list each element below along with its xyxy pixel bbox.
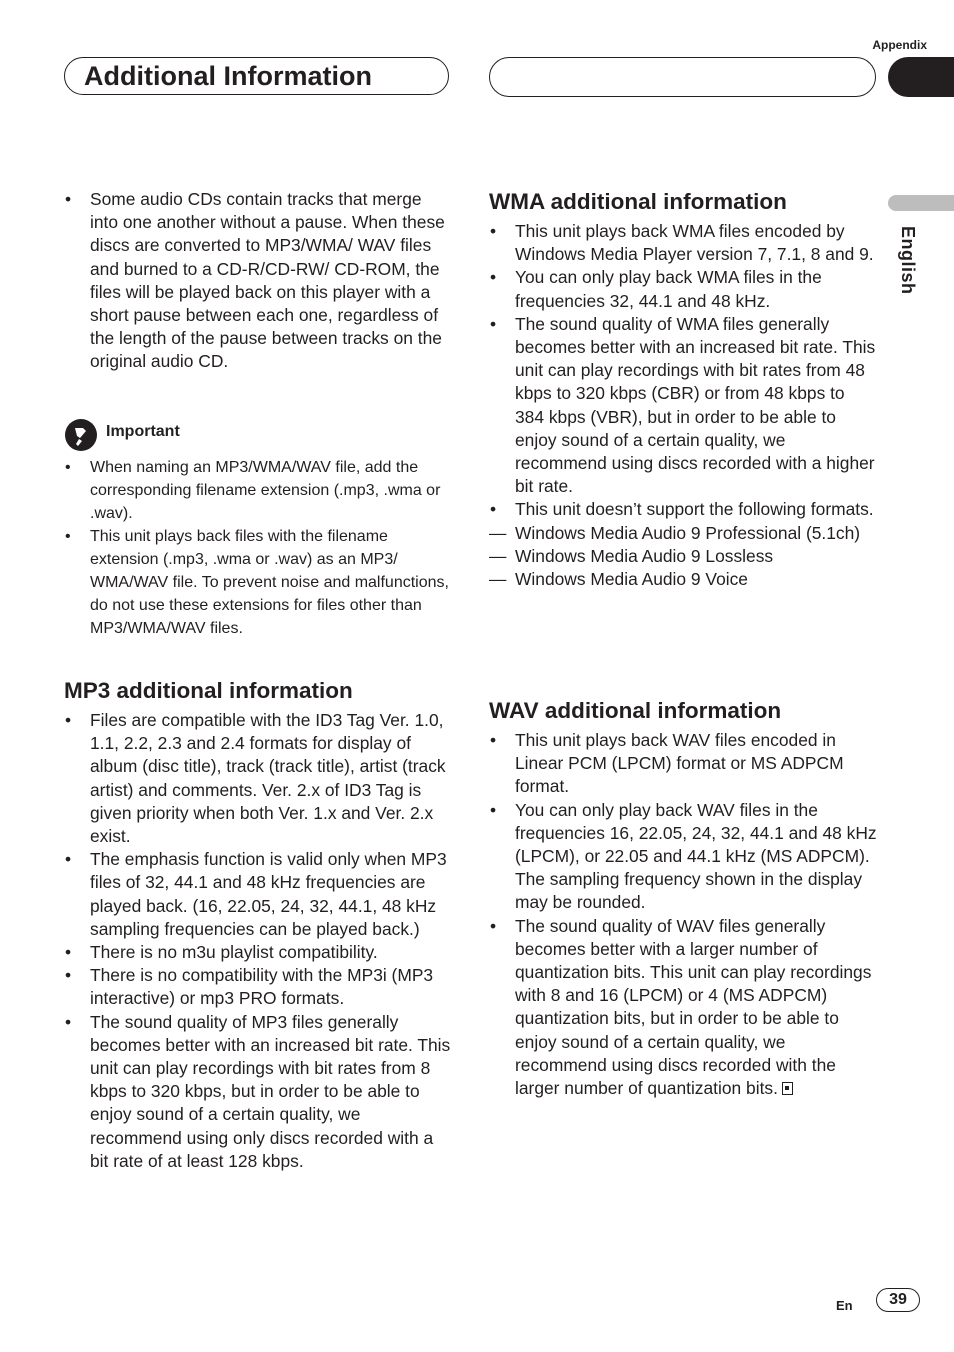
- list-item-text: The sound quality of WAV files generally becomes better with a larger number of quantization bits. This unit can play recordings with 8 and 16 (LPCM) or 4 (MS ADPCM) quantization bits, but in order to be able to enjoy sound of a certain quality, we recommend using discs recorded with the larger number of quantization bits.: [515, 915, 872, 1099]
- list-item: • Files are compatible with the ID3 Tag Ver. 1.0, 1.1, 2.2, 2.3 and 2.4 formats for display of album (disc title), track (track title), artist (track artist) and comments. Ver. 2.x of ID3 Tag is given priority when both Ver. 1.x and Ver. 2.x exist.: [64, 709, 454, 848]
- dash-marker: —: [489, 545, 507, 566]
- wav-section: [489, 697, 877, 1100]
- format-item: [489, 522, 877, 545]
- intro-list: [64, 188, 454, 374]
- footer-language: En: [836, 1298, 853, 1313]
- list-item: • The sound quality of MP3 files generally becomes better with an increased bit rate. This unit can play recordings with bit rates from 8 kbps to 320 kbps, but in order to be able to enjoy sound of a certain quality, we recommend using only discs recorded with a bit rate of at least 128 kbps.: [64, 1011, 454, 1173]
- page-number: 39: [889, 1291, 907, 1308]
- list-item: • This unit plays back files with the filename extension (.mp3, .wma or .wav) as an MP3/ WMA/WAV file. To prevent noise and malfunctions, do not use these extensions for files other than MP3/WMA/WAV files.: [64, 525, 454, 640]
- wma-list: [489, 220, 877, 522]
- end-mark-icon: [782, 1082, 793, 1095]
- list-item: • There is no compatibility with the MP3i (MP3 interactive) or mp3 PRO formats.: [64, 964, 454, 1010]
- header-frame: [489, 57, 876, 97]
- wma-heading: WMA additional information: [489, 189, 787, 214]
- format-name: Windows Media Audio 9 Professional (5.1ch): [515, 522, 861, 543]
- important-list: [64, 456, 454, 640]
- list-item: • Some audio CDs contain tracks that merge into one another without a pause. When these discs are converted to MP3/WMA/ WAV files and burned to a CD-R/CD-RW/ CD-ROM, the files will be played back on this player with a short pause between each one, regardless of the length of the pause between tracks on the original audio CD.: [64, 188, 454, 374]
- list-item: • The sound quality of WMA files generally becomes better with an increased bit rate. This unit can play recordings with bit rates from 48 kbps to 320 kbps (CBR) or from 48 kbps to 384 kbps (VBR), but in order to be able to enjoy sound of a certain quality, we recommend using discs recorded with a higher bit rate.: [489, 313, 877, 499]
- list-item: • This unit plays back WMA files encoded by Windows Media Player version 7, 7.1, 8 and 9.: [489, 220, 877, 266]
- format-item: [489, 545, 877, 568]
- wma-section: [489, 188, 877, 591]
- page-title: Additional Information: [84, 61, 372, 91]
- format-name: Windows Media Audio 9 Lossless: [515, 545, 774, 566]
- list-item: [489, 915, 877, 1101]
- mp3-section: [64, 677, 454, 1173]
- list-item: • This unit doesn’t support the following formats.: [489, 498, 877, 521]
- list-item: • You can only play back WMA files in the frequencies 32, 44.1 and 48 kHz.: [489, 266, 877, 312]
- dash-marker: —: [489, 569, 507, 590]
- section-tab: [888, 57, 954, 97]
- left-column: [64, 188, 454, 374]
- wav-list: [489, 729, 877, 1100]
- format-name: Windows Media Audio 9 Voice: [515, 569, 748, 590]
- mp3-list: [64, 709, 454, 1173]
- mp3-heading: MP3 additional information: [64, 678, 353, 703]
- wav-heading: WAV additional information: [489, 698, 782, 723]
- language-label: English: [898, 226, 918, 295]
- section-label: Appendix: [872, 38, 927, 52]
- list-item: • This unit plays back WAV files encoded in Linear PCM (LPCM) format or MS ADPCM format.: [489, 729, 877, 799]
- important-icon: [64, 418, 98, 452]
- list-item: • You can only play back WAV files in the frequencies 16, 22.05, 24, 32, 44.1 and 48 kHz (LPCM), or 22.05 and 44.1 kHz (MS ADPCM). The sampling frequency shown in the display may be rounded.: [489, 799, 877, 915]
- important-label: Important: [106, 423, 180, 440]
- list-item: • When naming an MP3/WMA/WAV file, add the corresponding filename extension (.mp3, .wma or .wav).: [64, 456, 454, 525]
- unsupported-formats-list: [489, 522, 877, 592]
- format-item: [489, 568, 877, 591]
- important-column: [64, 456, 454, 640]
- language-tab: [888, 195, 954, 211]
- dash-marker: —: [489, 522, 507, 543]
- list-item: • The emphasis function is valid only when MP3 files of 32, 44.1 and 48 kHz frequencies are played back. (16, 22.05, 24, 32, 44.1, 48 kHz sampling frequencies can be played back.): [64, 848, 454, 941]
- list-item: • There is no m3u playlist compatibility.: [64, 941, 454, 964]
